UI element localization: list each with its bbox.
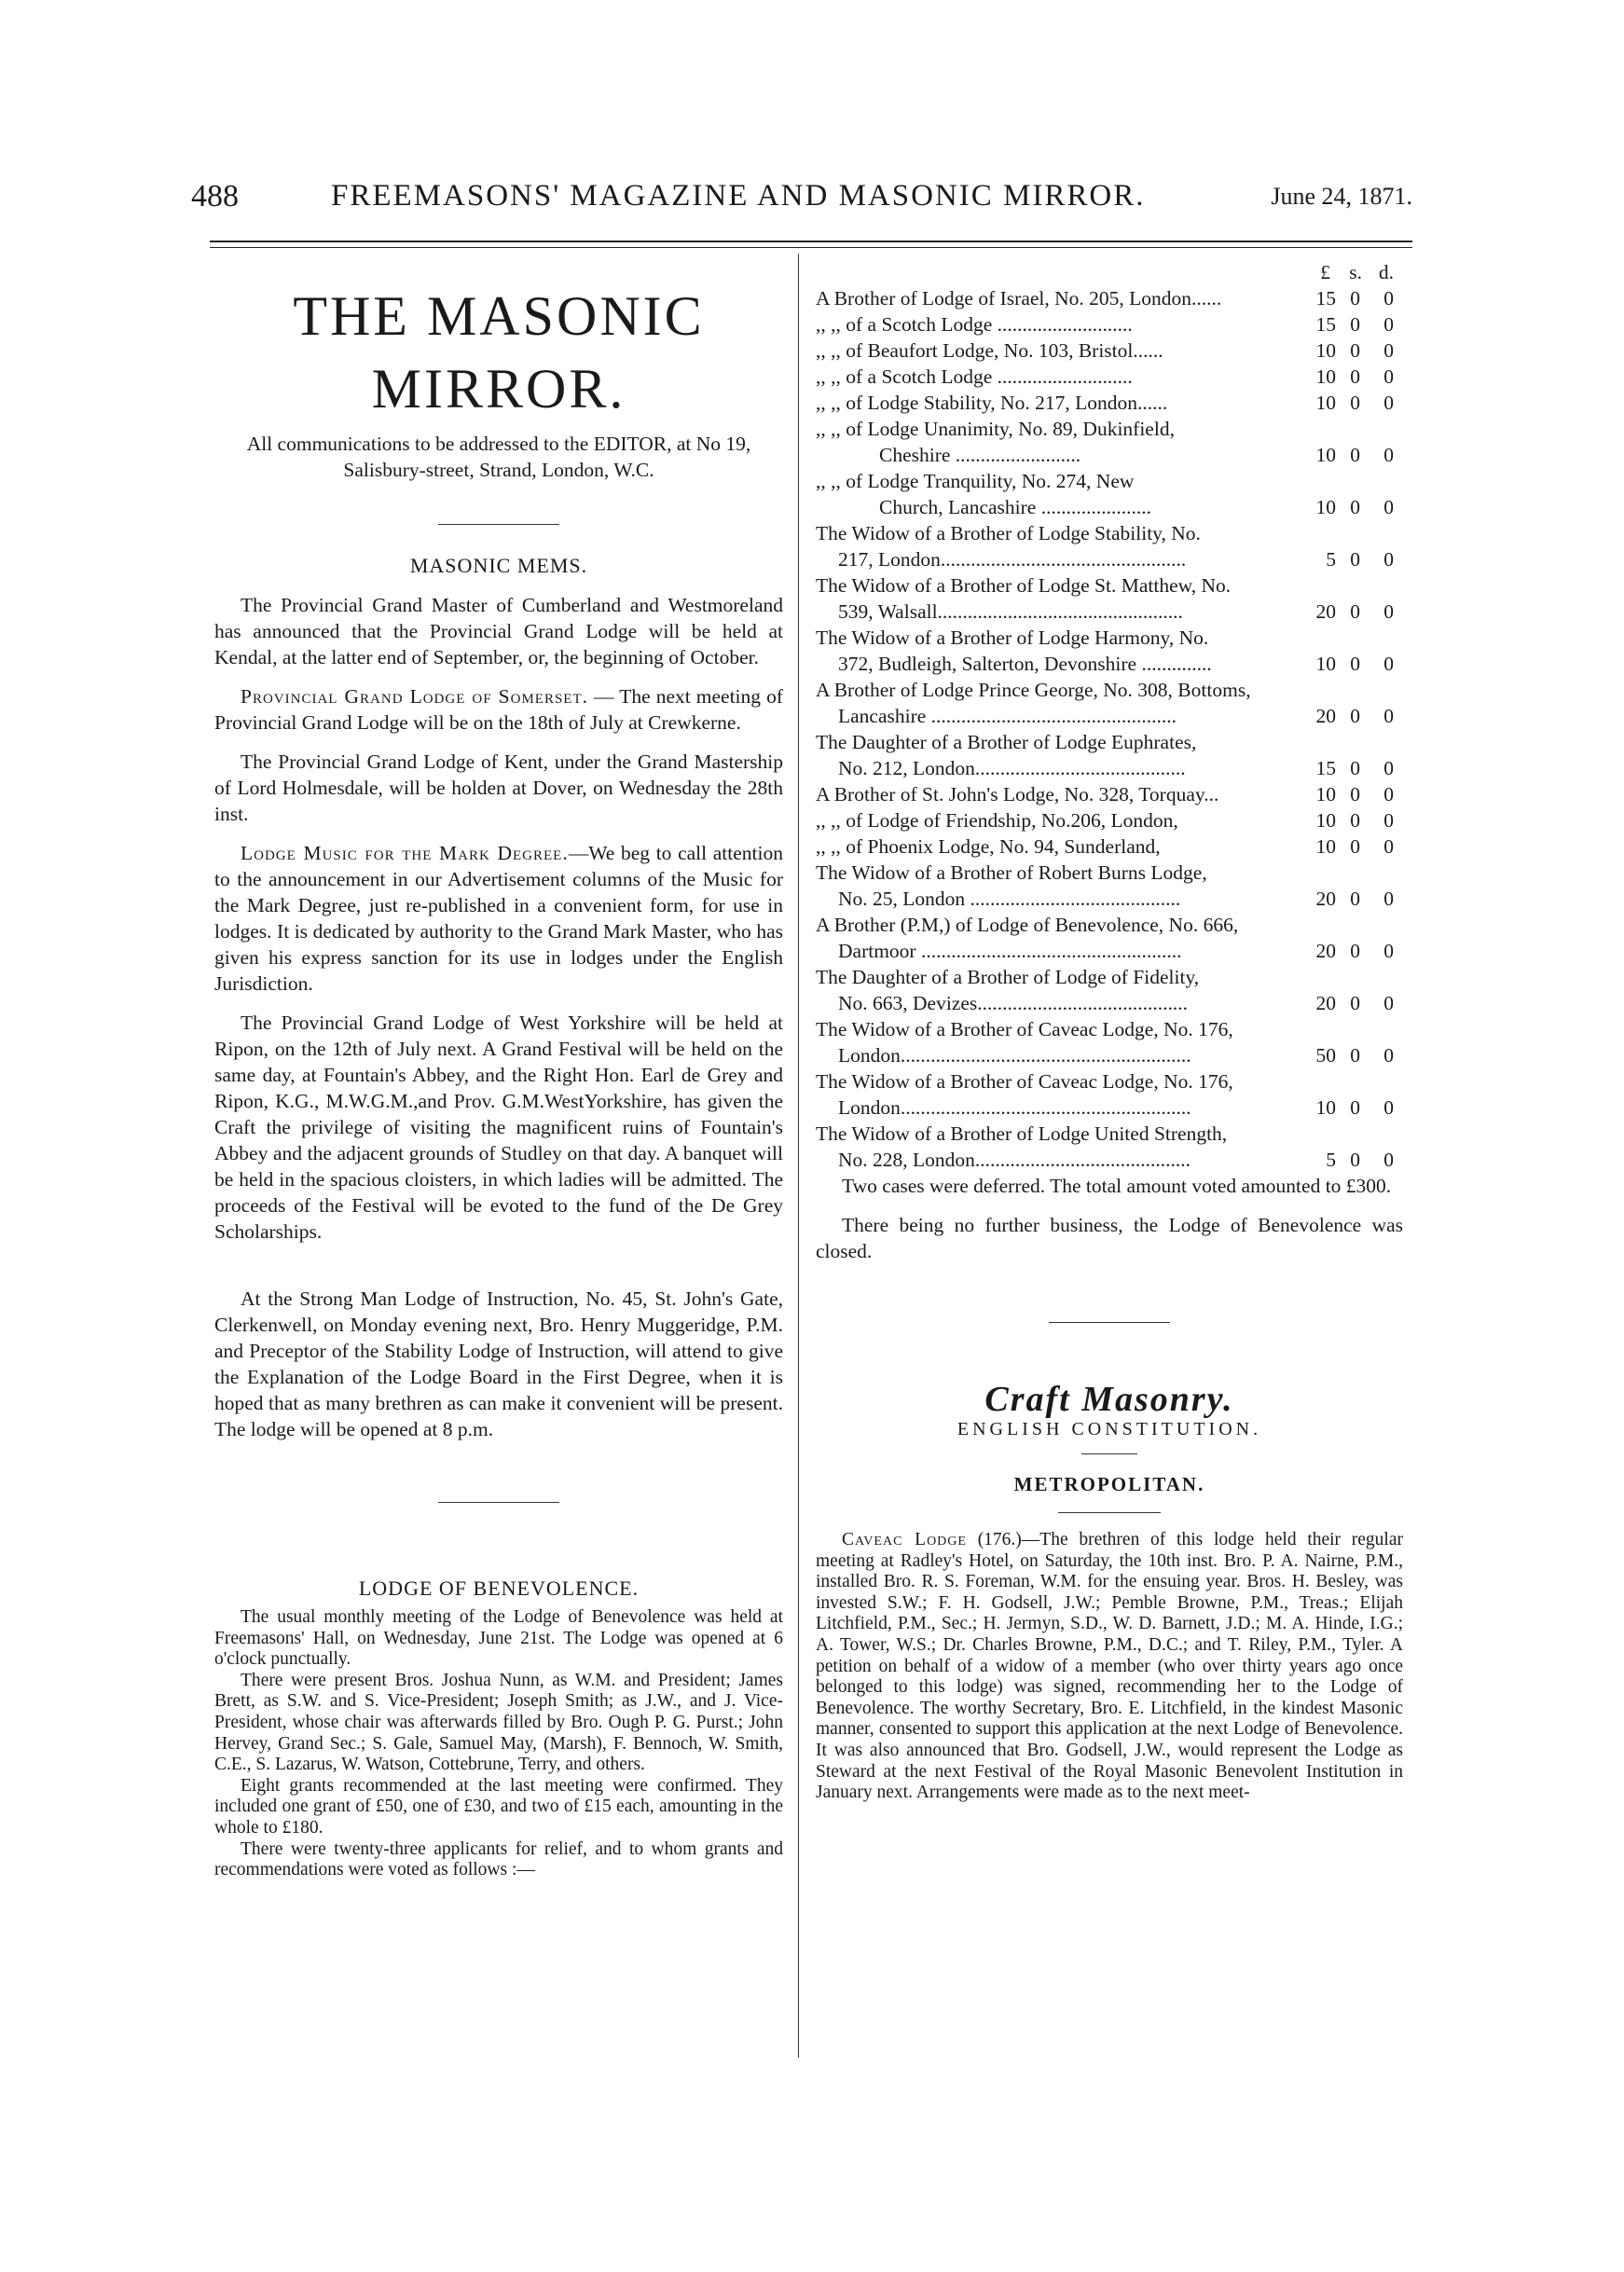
- grant-amount: [1299, 781, 1403, 807]
- grant-shillings: 0: [1350, 548, 1360, 571]
- grant-pounds: 10: [1315, 444, 1336, 466]
- grant-shillings: 0: [1350, 496, 1360, 518]
- grant-shillings: 0: [1350, 835, 1360, 858]
- grant-row: [816, 337, 1403, 364]
- grant-recipient: The Widow of a Brother of Lodge Stability, No.: [816, 522, 1201, 544]
- grant-pence: 0: [1383, 287, 1394, 310]
- grant-shillings: 0: [1350, 757, 1360, 779]
- column-divider: [798, 254, 799, 2058]
- grant-pence: 0: [1383, 365, 1394, 388]
- grant-pence: 0: [1383, 313, 1394, 336]
- grant-shillings: 0: [1350, 1044, 1360, 1067]
- grant-row: [816, 833, 1403, 860]
- grant-pounds: 20: [1315, 992, 1336, 1014]
- grant-row: [816, 390, 1403, 416]
- grant-pounds: 10: [1315, 392, 1336, 414]
- grant-shillings: 0: [1350, 809, 1360, 832]
- grant-shillings: 0: [1350, 992, 1360, 1014]
- page-number: 488: [191, 179, 239, 213]
- grant-shillings: 0: [1350, 940, 1360, 962]
- grant-shillings: 0: [1350, 365, 1360, 388]
- issue-date: June 24, 1871.: [1271, 183, 1412, 210]
- grant-amount: [1299, 755, 1403, 781]
- grant-pence: 0: [1383, 783, 1394, 806]
- grant-row: [816, 520, 1403, 572]
- grant-pence: 0: [1383, 653, 1394, 675]
- grant-shillings: 0: [1350, 444, 1360, 466]
- grant-recipient-cont: No. 228, London...........................................: [838, 1149, 1191, 1171]
- grant-recipient-cont: London..........................................................: [838, 1096, 1191, 1119]
- grant-row: [816, 311, 1403, 337]
- running-title: FREEMASONS' MAGAZINE AND MASONIC MIRROR.: [331, 179, 1146, 213]
- closed-note: There being no further business, the Lodge of Benevolence was closed.: [816, 1214, 1403, 1262]
- mems-paragraph-5: The Provincial Grand Lodge of West Yorkshire will be held at Ripon, on the 12th of July next. A Grand Festival will be held on the same day, at Fountain's Abbey, and the Right Hon. Earl de Grey and Ripon, K.G., M.W.G.M.,and Prov. G.M.WestYorkshire, has given the Craft the privilege of visiting the magnificent ruins of Fountain's Abbey and the adjacent grounds of Studley on that day. A banquet will be held in the spacious cloisters, in which ladies will be admitted. The proceeds of the Festival will be evoted to the fund of the De Grey Scholarships.: [214, 1012, 783, 1243]
- grant-row: [816, 285, 1403, 311]
- grant-recipient: ,, ,, of Lodge Stability, No. 217, London......: [816, 392, 1168, 414]
- grant-recipient-cont: 217, London.................................................: [838, 548, 1187, 571]
- grant-pence: 0: [1383, 548, 1394, 571]
- grant-recipient: The Widow of a Brother of Lodge Harmony, No.: [816, 627, 1209, 649]
- shillings-head: s.: [1349, 261, 1362, 283]
- grant-row: [816, 1068, 1403, 1121]
- grant-recipient: The Widow of a Brother of Robert Burns Lodge,: [816, 861, 1207, 884]
- left-column: [214, 259, 783, 1881]
- grant-amount: [1299, 494, 1403, 520]
- grant-pence: 0: [1383, 392, 1394, 414]
- grant-pence: 0: [1383, 757, 1394, 779]
- grant-amount: [1299, 990, 1403, 1016]
- grant-pence: 0: [1383, 1149, 1394, 1171]
- grant-recipient-cont: No. 25, London ..........................................: [838, 888, 1181, 910]
- grant-recipient: A Brother (P.M,) of Lodge of Benevolence, No. 666,: [816, 914, 1239, 936]
- grant-shillings: 0: [1350, 339, 1360, 362]
- caveac-paragraph: Caveac Lodge (176.)—The brethren of this lodge held their regular meeting at Radley's Hotel, on Saturday, the 10th inst. Bro. P. A. Nairne, P.M., installed Bro. R. S. Foreman, W.M. for the ensuing year. Bros. H. Besley, was invested S.W.; F. H. Godsell, J.W.; Pemble Browne, P.M., Treas.; Elijah Litchfield, P.M., Sec.; H. Jermyn, S.D., W. D. Barnett, J.D.; M. A. Hinde, I.G.; A. Tower, W.S.; Dr. Charles Browne, P.M., D.C.; and T. Riley, P.M., Tyler. A petition on behalf of a widow of a member (who over thirty years ago once belonged to this lodge) was signed, recommending her to the Lodge of Benevolence. The worthy Secretary, Bro. E. Litchfield, in the kindest Masonic manner, consented to support this application at the next Lodge of Benevolence. It was also announced that Bro. Godsell, J.W., would represent the Lodge as Steward at the next Festival of the Royal Masonic Benevolent Institution in January next. Arrangements were made as to the next meet-: [816, 1530, 1403, 1803]
- grant-shillings: 0: [1350, 392, 1360, 414]
- grant-shillings: 0: [1350, 1096, 1360, 1119]
- grant-recipient-cont: London..........................................................: [838, 1044, 1191, 1067]
- grant-amount: [1299, 442, 1403, 468]
- mems-heading: MASONIC MEMS.: [409, 554, 588, 577]
- benevolence-paragraph-4: There were twenty-three applicants for relief, and to whom grants and recommendations were voted as follows :—: [214, 1838, 783, 1880]
- grant-recipient: ,, ,, of a Scotch Lodge ...........................: [816, 365, 1133, 388]
- grant-row: [816, 572, 1403, 625]
- grant-amount: [1299, 886, 1403, 912]
- grant-pence: 0: [1383, 339, 1394, 362]
- grant-pounds: 15: [1315, 287, 1336, 310]
- header-rule-thick: [210, 241, 1412, 242]
- grant-row: [816, 860, 1403, 912]
- grant-recipient: The Widow of a Brother of Caveac Lodge, No. 176,: [816, 1070, 1233, 1093]
- grant-amount: [1299, 546, 1403, 572]
- grant-pounds: 5: [1326, 548, 1336, 571]
- grant-shillings: 0: [1350, 287, 1360, 310]
- grant-recipient-cont: 372, Budleigh, Salterton, Devonshire ..............: [838, 653, 1212, 675]
- grant-recipient-cont: No. 663, Devizes..........................................: [838, 992, 1189, 1014]
- grant-pounds: 10: [1315, 496, 1336, 518]
- grant-amount: [1299, 311, 1403, 337]
- grant-shillings: 0: [1350, 1149, 1360, 1171]
- grant-pence: 0: [1383, 809, 1394, 832]
- grant-recipient: The Daughter of a Brother of Lodge of Fidelity,: [816, 966, 1200, 988]
- craft-masonry-heading: Craft Masonry.: [984, 1380, 1234, 1419]
- mems-paragraph-6: At the Strong Man Lodge of Instruction, No. 45, St. John's Gate, Clerkenwell, on Monday evening next, Bro. Henry Muggeridge, P.M. and Preceptor of the Stability Lodge of Instruction, will attend to give the Explanation of the Lodge Board in the First Degree, when it is hoped that as many brethren as can make it convenient will be present. The lodge will be opened at 8 p.m.: [214, 1287, 783, 1440]
- grant-shillings: 0: [1350, 783, 1360, 806]
- grant-amount: [1299, 1147, 1403, 1173]
- mems-paragraph-1: The Provincial Grand Master of Cumberland and Westmoreland has announced that the Provincial Grand Lodge will be held at Kendal, at the latter end of September, or, the beginning of October.: [214, 594, 783, 668]
- grant-pence: 0: [1383, 888, 1394, 910]
- grant-row: [816, 912, 1403, 964]
- grant-pence: 0: [1383, 940, 1394, 962]
- grant-pounds: 5: [1326, 1149, 1336, 1171]
- grant-pence: 0: [1383, 992, 1394, 1014]
- grant-pence: 0: [1383, 1096, 1394, 1119]
- address-note: All communications to be addressed to the EDITOR, at No 19, Salisbury-street, Strand, London, W.C.: [246, 433, 751, 481]
- benevolence-heading: LODGE OF BENEVOLENCE.: [358, 1577, 640, 1600]
- grant-recipient: A Brother of St. John's Lodge, No. 328, Torquay...: [816, 783, 1219, 806]
- grant-row: [816, 625, 1403, 677]
- grant-row: [816, 364, 1403, 390]
- deferred-note: Two cases were deferred. The total amount voted amounted to £300.: [842, 1175, 1392, 1197]
- grant-pounds: 10: [1315, 809, 1336, 832]
- grant-recipient: ,, ,, of Phoenix Lodge, No. 94, Sunderland,: [816, 835, 1161, 858]
- grant-amount: [1299, 833, 1403, 860]
- grant-recipient: ,, ,, of a Scotch Lodge ...........................: [816, 313, 1133, 336]
- grant-row: [816, 781, 1403, 807]
- grant-row: [816, 1016, 1403, 1068]
- grant-row: [816, 468, 1403, 520]
- grant-row: [816, 807, 1403, 833]
- grant-pounds: 15: [1315, 313, 1336, 336]
- grant-shillings: 0: [1350, 313, 1360, 336]
- grant-row: [816, 1121, 1403, 1173]
- grant-pounds: 20: [1315, 940, 1336, 962]
- masonic-mirror-title: THE MASONIC MIRROR.: [293, 285, 705, 420]
- grants-list: [816, 285, 1403, 1173]
- benevolence-body: [214, 1607, 783, 1881]
- grant-pounds: 20: [1315, 705, 1336, 727]
- grant-amount: [1299, 390, 1403, 416]
- grant-pounds: 10: [1315, 783, 1336, 806]
- grant-shillings: 0: [1350, 600, 1360, 623]
- grant-pounds: 10: [1315, 339, 1336, 362]
- grant-recipient: The Widow of a Brother of Caveac Lodge, No. 176,: [816, 1018, 1233, 1040]
- grant-recipient: The Widow of a Brother of Lodge St. Matthew, No.: [816, 574, 1232, 597]
- right-column: [816, 259, 1403, 1804]
- grant-recipient: The Daughter of a Brother of Lodge Euphrates,: [816, 731, 1197, 753]
- pence-head: d.: [1378, 261, 1394, 283]
- grant-shillings: 0: [1350, 653, 1360, 675]
- grant-amount: [1299, 651, 1403, 677]
- grant-pounds: 15: [1315, 757, 1336, 779]
- page-header: [191, 179, 1412, 226]
- grant-pence: 0: [1383, 444, 1394, 466]
- grant-pence: 0: [1383, 496, 1394, 518]
- grant-recipient: ,, ,, of Beaufort Lodge, No. 103, Bristol......: [816, 339, 1163, 362]
- caveac-report: [816, 1530, 1403, 1804]
- grant-amount: [1299, 599, 1403, 625]
- benevolence-paragraph-1: The usual monthly meeting of the Lodge of Benevolence was held at Freemasons' Hall, on Wednesday, June 21st. The Lodge was opened at 6 o'clock punctually.: [214, 1607, 783, 1670]
- pounds-head: £: [1320, 261, 1330, 283]
- grant-recipient-cont: No. 212, London..........................................: [838, 757, 1186, 779]
- mems-paragraph-2: Provincial Grand Lodge of Somerset. — The next meeting of Provincial Grand Lodge will be on the 18th of July at Crewkerne.: [214, 685, 783, 734]
- grant-pence: 0: [1383, 1044, 1394, 1067]
- grant-recipient: ,, ,, of Lodge of Friendship, No.206, London,: [816, 809, 1178, 832]
- grant-pounds: 50: [1315, 1044, 1336, 1067]
- grant-recipient: A Brother of Lodge Prince George, No. 308, Bottoms,: [816, 679, 1251, 701]
- grants-column-heads: [816, 259, 1403, 285]
- grant-row: [816, 416, 1403, 468]
- english-constitution-heading: ENGLISH CONSTITUTION.: [957, 1419, 1262, 1439]
- grant-recipient-cont: 539, Walsall.................................................: [838, 600, 1183, 623]
- grant-pounds: 10: [1315, 835, 1336, 858]
- mems-paragraph-3: The Provincial Grand Lodge of Kent, under the Grand Mastership of Lord Holmesdale, will be holden at Dover, on Wednesday the 28th inst.: [214, 750, 783, 825]
- grant-amount: [1299, 938, 1403, 964]
- benevolence-paragraph-3: Eight grants recommended at the last meeting were confirmed. They included one grant of £50, one of £30, and two of £15 each, amounting in the whole to £180.: [214, 1775, 783, 1838]
- grant-pence: 0: [1383, 835, 1394, 858]
- caveac-run-in: Caveac Lodge: [842, 1530, 967, 1549]
- grant-amount: [1299, 285, 1403, 311]
- grant-row: [816, 964, 1403, 1016]
- grant-recipient-cont: Cheshire .........................: [879, 444, 1081, 466]
- grant-row: [816, 677, 1403, 729]
- grant-recipient: ,, ,, of Lodge Unanimity, No. 89, Dukinfield,: [816, 418, 1175, 440]
- mark-music-run-in: Lodge Music for the Mark Degree.: [241, 842, 569, 864]
- grant-amount: [1299, 703, 1403, 729]
- grant-recipient: ,, ,, of Lodge Tranquility, No. 274, New: [816, 470, 1135, 492]
- grant-amount: [1299, 1095, 1403, 1121]
- grant-pounds: 20: [1315, 600, 1336, 623]
- grant-amount: [1299, 1042, 1403, 1068]
- grant-pounds: 10: [1315, 653, 1336, 675]
- grant-recipient-cont: Church, Lancashire ......................: [879, 496, 1151, 518]
- grant-recipient-cont: Lancashire .................................................: [838, 705, 1177, 727]
- grant-pence: 0: [1383, 705, 1394, 727]
- grant-pounds: 10: [1315, 1096, 1336, 1119]
- grant-recipient: The Widow of a Brother of Lodge United Strength,: [816, 1122, 1228, 1145]
- grant-amount: [1299, 807, 1403, 833]
- grant-row: [816, 729, 1403, 781]
- somerset-run-in: Provincial Grand Lodge of Somerset.: [241, 685, 588, 708]
- grant-pounds: 10: [1315, 365, 1336, 388]
- grant-pence: 0: [1383, 600, 1394, 623]
- grant-shillings: 0: [1350, 705, 1360, 727]
- benevolence-paragraph-2: There were present Bros. Joshua Nunn, as W.M. and President; James Brett, as S.W. and S. Vice-President; Joseph Smith; as J.W., and J. Vice-President, whose chair was afterwards filled by Bro. Ough P. G. Purst.; John Hervey, Grand Sec.; S. Gale, Samuel May, (Marsh), F. Bennoch, W. Smith, C.E., S. Lazarus, W. Watson, Cottebrune, Terry, and others.: [214, 1670, 783, 1775]
- metropolitan-heading: METROPOLITAN.: [1013, 1473, 1205, 1495]
- grant-recipient: A Brother of Lodge of Israel, No. 205, London......: [816, 287, 1222, 310]
- grant-amount: [1299, 364, 1403, 390]
- grant-pounds: 20: [1315, 888, 1336, 910]
- grant-shillings: 0: [1350, 888, 1360, 910]
- grant-amount: [1299, 337, 1403, 364]
- grant-recipient-cont: Dartmoor ....................................................: [838, 940, 1182, 962]
- mems-paragraph-4: Lodge Music for the Mark Degree.—We beg to call attention to the announcement in our Advertisement columns of the Music for the Mark Degree, just re-published in a convenient form, for use in lodges. It is dedicated by authority to the Grand Mark Master, who has given his express sanction for its use in lodges under the English Jurisdiction.: [214, 842, 783, 995]
- header-rule-thin: [210, 247, 1412, 248]
